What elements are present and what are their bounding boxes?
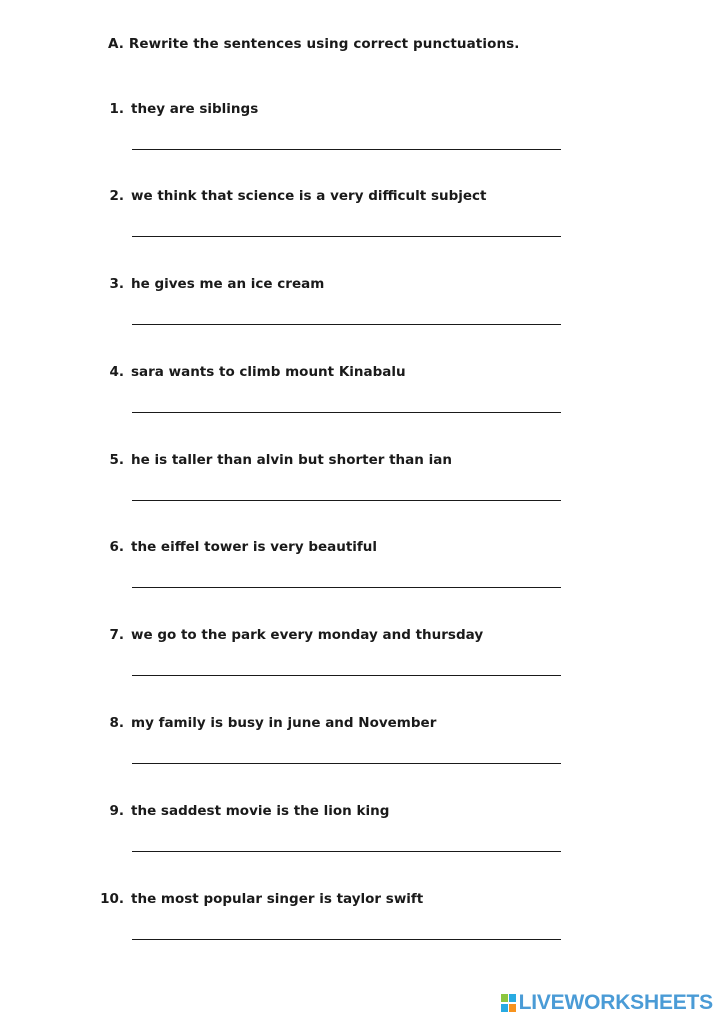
question-item bbox=[0, 539, 725, 619]
answer-field[interactable] bbox=[132, 149, 561, 150]
question-text: the most popular singer is taylor swift bbox=[131, 891, 424, 907]
question-number: 7. bbox=[109, 627, 124, 643]
question-text: the saddest movie is the lion king bbox=[131, 803, 390, 819]
question-number: 2. bbox=[109, 188, 124, 204]
question-number: 4. bbox=[109, 364, 124, 380]
instruction-heading: A. Rewrite the sentences using correct punctuations. bbox=[108, 36, 520, 52]
answer-field[interactable] bbox=[132, 500, 561, 501]
answer-field[interactable] bbox=[132, 675, 561, 676]
answer-field[interactable] bbox=[132, 236, 561, 237]
question-item bbox=[0, 891, 725, 971]
question-text: he is taller than alvin but shorter than ian bbox=[131, 452, 452, 468]
liveworksheets-logo bbox=[501, 991, 713, 1015]
question-number: 6. bbox=[109, 539, 124, 555]
question-text: he gives me an ice cream bbox=[131, 276, 325, 292]
question-number: 10. bbox=[100, 891, 124, 907]
question-item bbox=[0, 101, 725, 181]
question-number: 1. bbox=[109, 101, 124, 117]
question-item bbox=[0, 715, 725, 795]
question-item bbox=[0, 452, 725, 532]
answer-field[interactable] bbox=[132, 324, 561, 325]
logo-text: LIVEWORKSHEETS bbox=[518, 991, 713, 1014]
question-text: the eiffel tower is very beautiful bbox=[131, 539, 378, 555]
question-text: they are siblings bbox=[131, 101, 259, 117]
question-text: sara wants to climb mount Kinabalu bbox=[131, 364, 406, 380]
question-item bbox=[0, 627, 725, 707]
answer-field[interactable] bbox=[132, 851, 561, 852]
answer-field[interactable] bbox=[132, 763, 561, 764]
question-item bbox=[0, 276, 725, 356]
question-number: 5. bbox=[109, 452, 124, 468]
question-text: my family is busy in june and November bbox=[131, 715, 437, 731]
answer-field[interactable] bbox=[132, 412, 561, 413]
answer-field[interactable] bbox=[132, 587, 561, 588]
question-number: 8. bbox=[109, 715, 124, 731]
answer-field[interactable] bbox=[132, 939, 561, 940]
question-number: 9. bbox=[109, 803, 124, 819]
question-text: we go to the park every monday and thursday bbox=[131, 627, 484, 643]
question-item bbox=[0, 803, 725, 883]
question-number: 3. bbox=[109, 276, 124, 292]
question-text: we think that science is a very difficult subject bbox=[131, 188, 487, 204]
liveworksheets-logo-icon bbox=[501, 994, 516, 1012]
question-item bbox=[0, 364, 725, 444]
question-item bbox=[0, 188, 725, 268]
